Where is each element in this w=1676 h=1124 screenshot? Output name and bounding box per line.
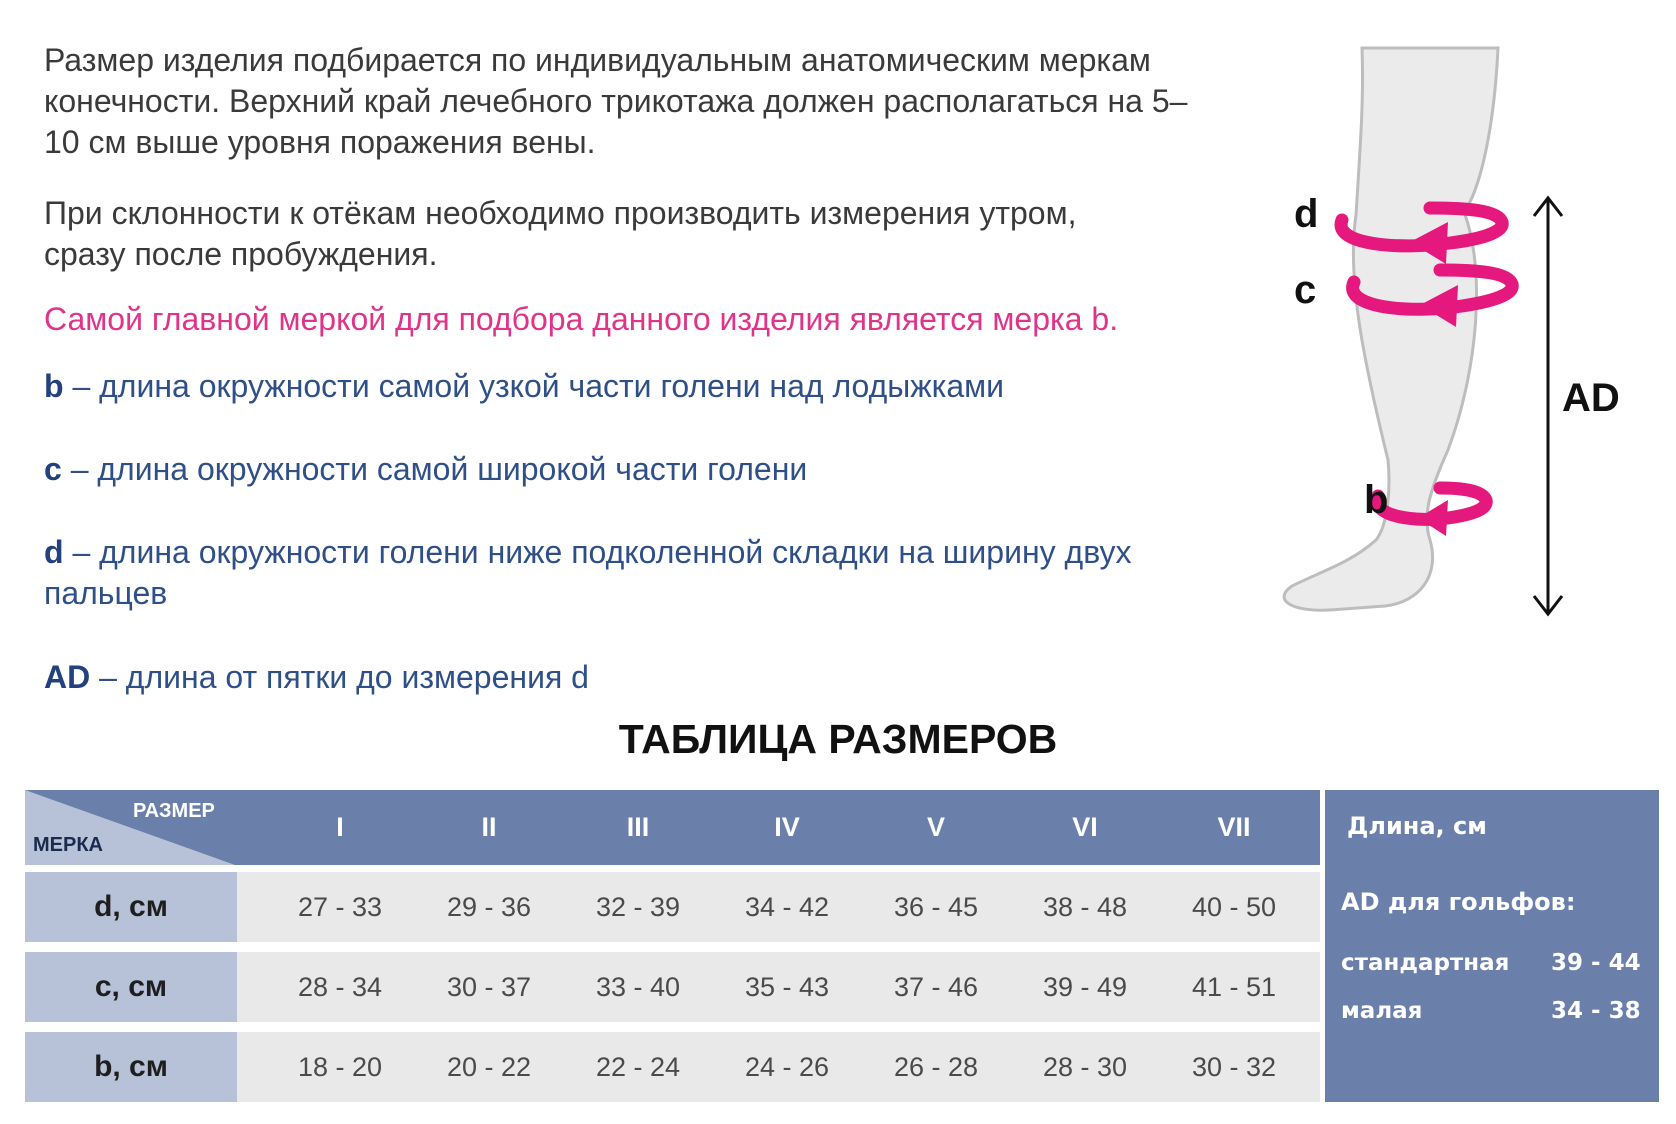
length-row-value: 39 - 44 bbox=[1551, 950, 1641, 976]
intro-paragraph-2: При склонности к отёкам необходимо производить измерения утром, сразу после пробуждения. bbox=[44, 195, 1077, 272]
leg-outline bbox=[1284, 48, 1498, 610]
size-header-2: II bbox=[481, 812, 497, 842]
definition-text: – длина от пятки до измерения d bbox=[90, 659, 589, 695]
table-cell: 40 - 50 bbox=[1191, 892, 1277, 922]
definition-term: c bbox=[44, 451, 62, 487]
ad-heading: AD для гольфов: bbox=[1341, 888, 1576, 916]
definition-ad bbox=[44, 657, 1224, 698]
intro-paragraph-1: Размер изделия подбирается по индивидуальным анатомическим меркам конечности. Верхний край лечебного трикотажа должен располагаться на 5–10 см выше уровня поражения вены. bbox=[44, 42, 1188, 160]
table-cell: 28 - 34 bbox=[297, 972, 383, 1002]
length-heading: Длина, см bbox=[1347, 812, 1487, 840]
size-header-1: I bbox=[336, 812, 344, 842]
table-row-c bbox=[25, 952, 1320, 1022]
table-cell: 24 - 26 bbox=[744, 1052, 830, 1082]
leg-measurement-diagram bbox=[1280, 40, 1660, 630]
table-cell: 38 - 48 bbox=[1042, 892, 1128, 922]
table-cell: 35 - 43 bbox=[744, 972, 830, 1002]
length-panel bbox=[1325, 790, 1659, 1102]
table-cell: 34 - 42 bbox=[744, 892, 830, 922]
table-cell: 28 - 30 bbox=[1042, 1052, 1128, 1082]
table-cell: 26 - 28 bbox=[893, 1052, 979, 1082]
size-header-4: IV bbox=[774, 812, 800, 842]
length-row-label: малая bbox=[1341, 998, 1423, 1024]
definition-text: – длина окружности самой узкой части голени над лодыжками bbox=[63, 368, 1005, 404]
label-ad: AD bbox=[1562, 376, 1620, 420]
definition-term: b bbox=[44, 368, 64, 404]
leg-illustration bbox=[1280, 40, 1660, 630]
table-cell: 20 - 22 bbox=[446, 1052, 532, 1082]
length-row-standard bbox=[1341, 950, 1641, 976]
table-cell: 30 - 32 bbox=[1191, 1052, 1277, 1082]
length-row-small bbox=[1341, 998, 1641, 1024]
table-row-b bbox=[25, 1032, 1320, 1102]
table-cell: 27 - 33 bbox=[297, 892, 383, 922]
table-cell: 29 - 36 bbox=[446, 892, 532, 922]
table-cell: 33 - 40 bbox=[595, 972, 681, 1002]
table-title: ТАБЛИЦА РАЗМЕРОВ bbox=[618, 716, 1058, 762]
definition-text: – длина окружности самой широкой части голени bbox=[61, 451, 808, 487]
table-cell: 18 - 20 bbox=[297, 1052, 383, 1082]
row-label: b, см bbox=[25, 1032, 237, 1102]
size-header-5: V bbox=[926, 812, 945, 842]
table-cell: 32 - 39 bbox=[595, 892, 681, 922]
table-cell: 37 - 46 bbox=[893, 972, 979, 1002]
table-corner-cell bbox=[25, 790, 235, 865]
table-cell: 30 - 37 bbox=[446, 972, 532, 1002]
row-label: c, см bbox=[25, 952, 237, 1022]
row-label: d, см bbox=[25, 872, 237, 942]
size-header-6: VI bbox=[1072, 812, 1098, 842]
label-b: b bbox=[1364, 478, 1389, 522]
definition-c bbox=[44, 449, 1224, 490]
length-row-label: стандартная bbox=[1341, 950, 1510, 976]
corner-measure-label: МЕРКА bbox=[33, 834, 103, 856]
key-measure-note: Самой главной меркой для подбора данного изделия является мерка b. bbox=[44, 301, 1119, 337]
table-cell: 39 - 49 bbox=[1042, 972, 1128, 1002]
table-row-d bbox=[25, 872, 1320, 942]
definition-b bbox=[44, 366, 1224, 407]
definition-term: AD bbox=[44, 659, 91, 695]
table-cell: 36 - 45 bbox=[893, 892, 979, 922]
label-d: d bbox=[1294, 192, 1319, 236]
corner-size-label: РАЗМЕР bbox=[133, 800, 215, 822]
definition-text: – длина окружности голени ниже подколенной складки на ширину двух пальцев bbox=[44, 534, 1132, 611]
definition-d bbox=[44, 532, 1224, 614]
size-header-7: VII bbox=[1217, 812, 1251, 842]
size-header-3: III bbox=[626, 812, 650, 842]
label-c: c bbox=[1294, 268, 1317, 312]
table-cell: 22 - 24 bbox=[595, 1052, 681, 1082]
definition-term: d bbox=[44, 534, 64, 570]
table-cell: 41 - 51 bbox=[1191, 972, 1277, 1002]
length-row-value: 34 - 38 bbox=[1551, 998, 1641, 1024]
